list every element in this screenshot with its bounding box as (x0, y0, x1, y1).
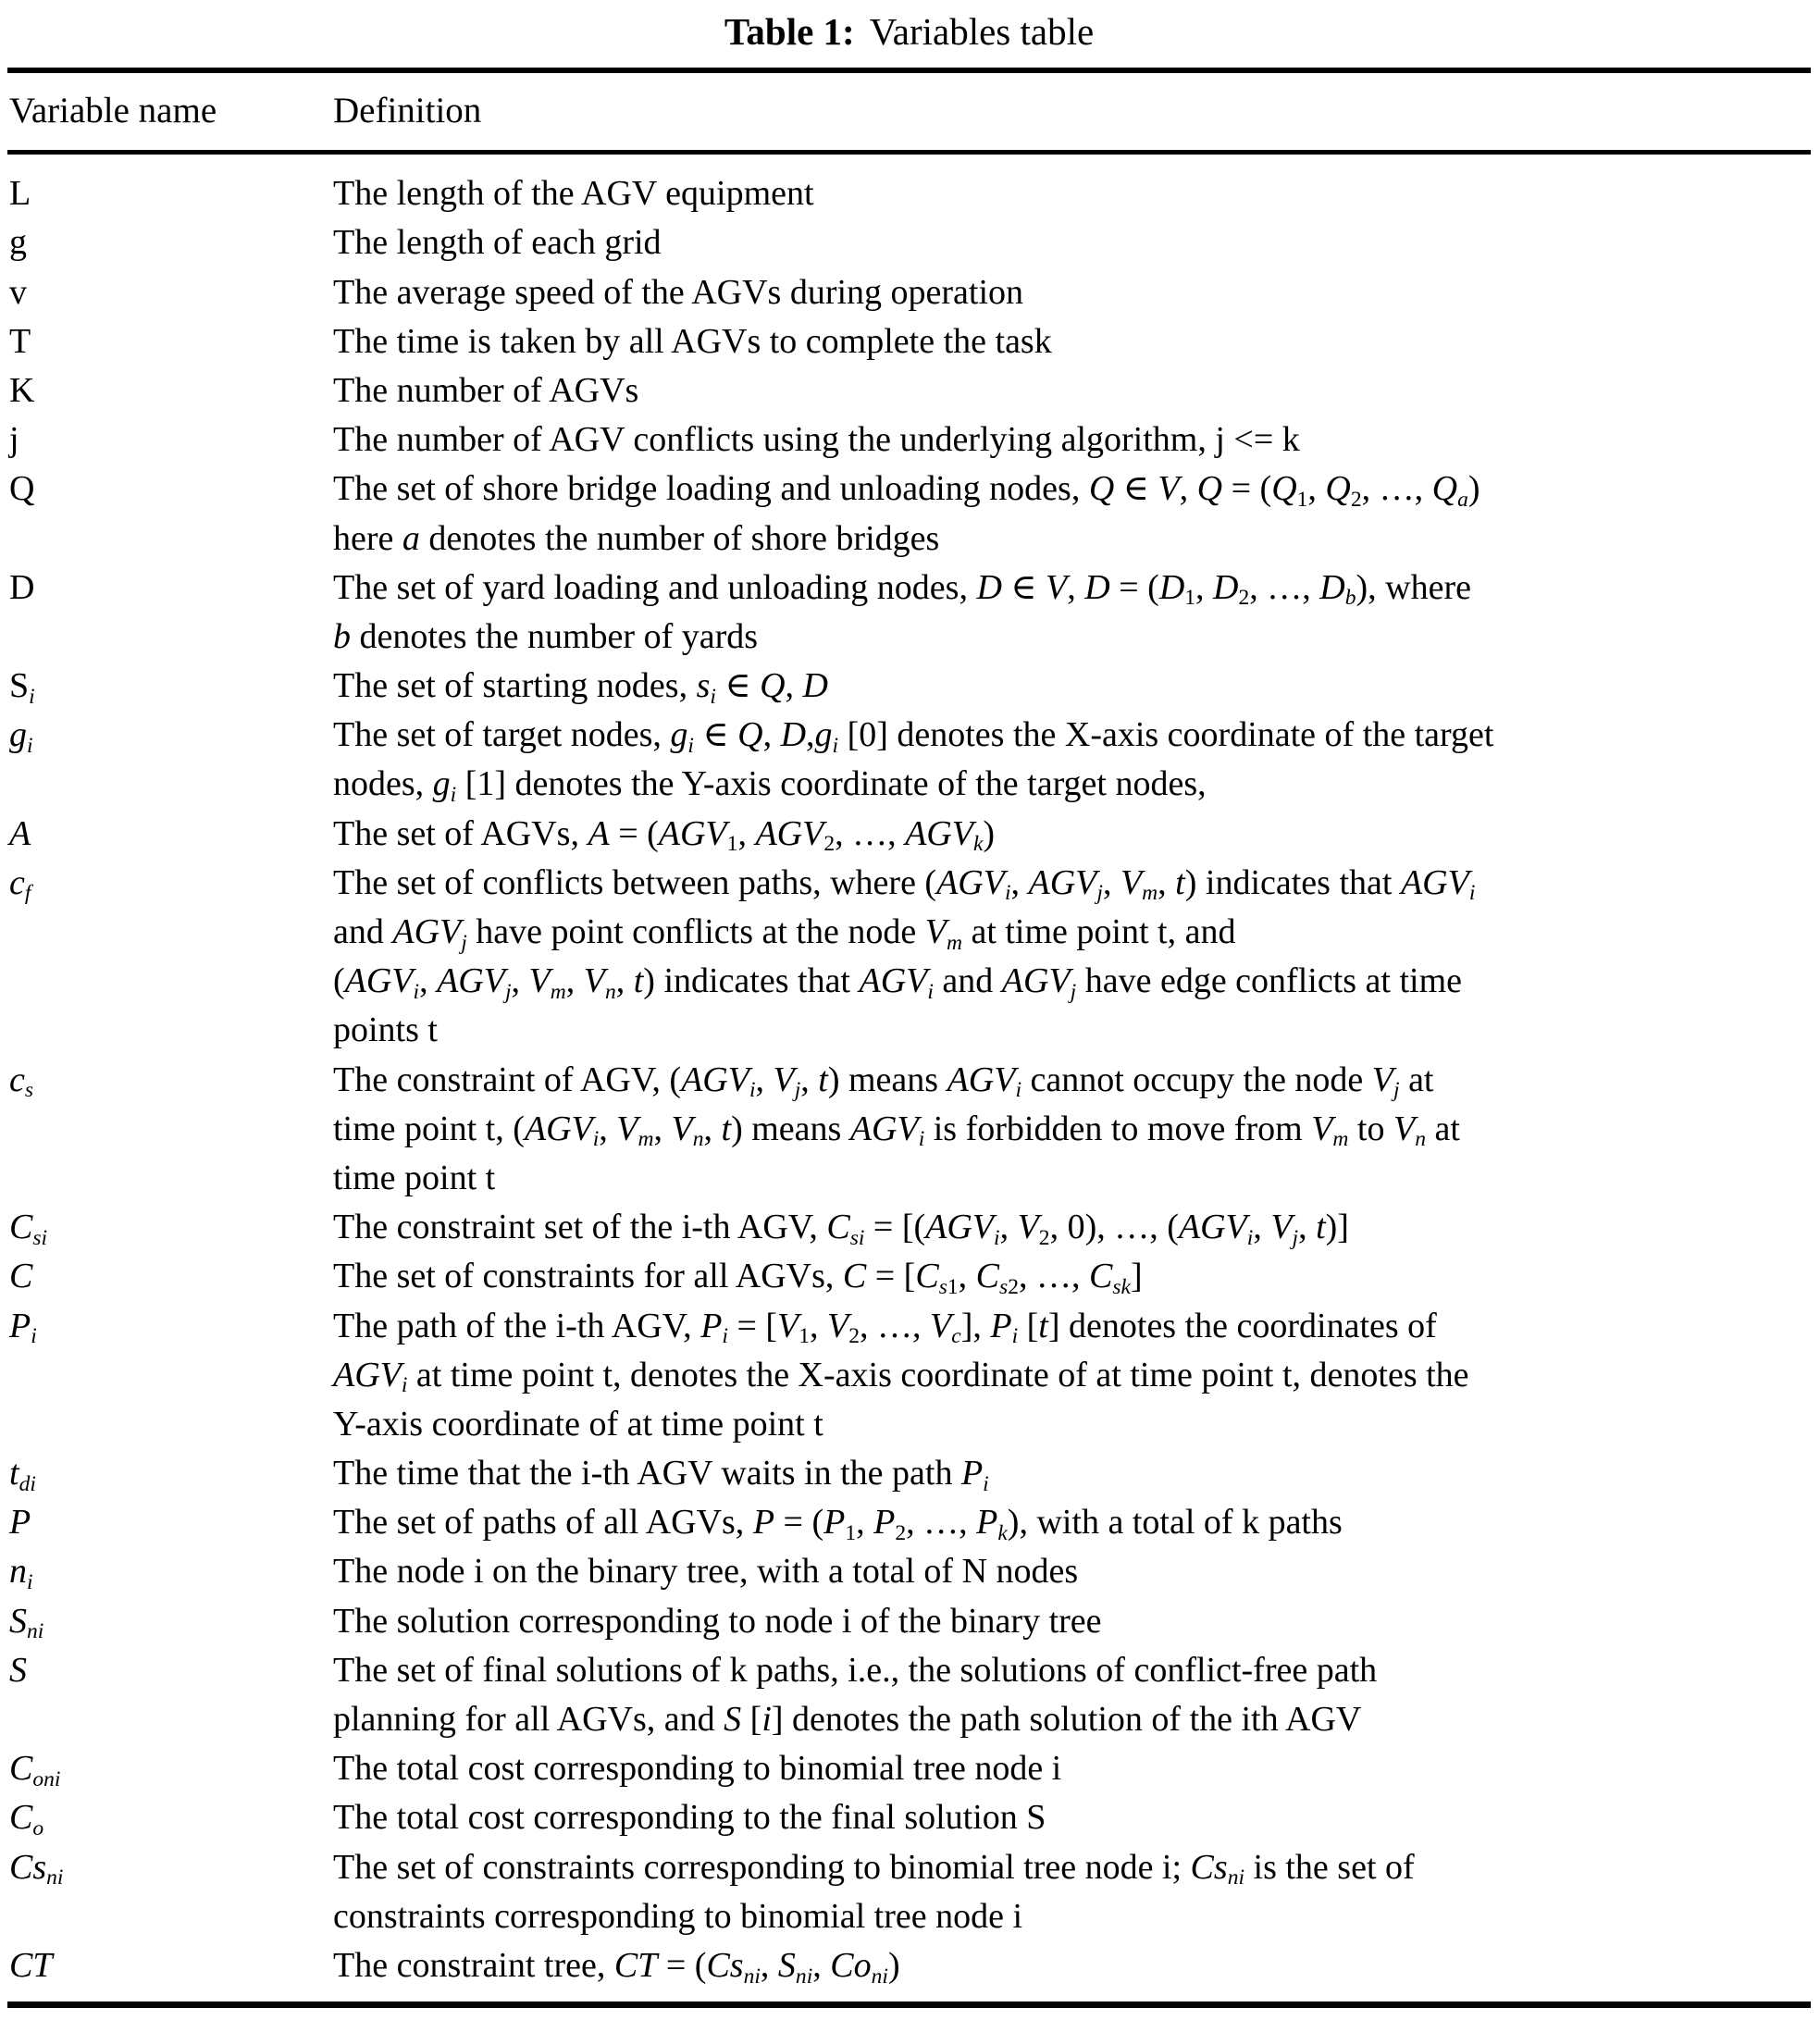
table-caption-text: Variables table (869, 10, 1095, 53)
definition-cell: The solution corresponding to node i of the binary tree (333, 1601, 1102, 1641)
definition-cell: The average speed of the AGVs during operation (333, 272, 1024, 312)
variable-name-cell: v (9, 272, 27, 312)
variable-name-cell: D (9, 567, 35, 607)
definition-cell: The time that the i-th AGV waits in the path $P_i$ (333, 1454, 989, 1496)
definition-cell: The set of paths of all AGVs, $P = (P_1$, $P_2$, …, $P_k$), with a total of k paths (333, 1503, 1343, 1545)
header-row (7, 70, 1811, 153)
table-row (7, 1449, 1811, 1498)
variable-name-cell: CT (9, 1945, 53, 1985)
table-row (7, 1203, 1811, 1252)
table-row (7, 1597, 1811, 1646)
table-row (7, 810, 1811, 859)
variable-name-cell: $C_o$ (9, 1798, 44, 1840)
definition-cell: The set of constraints corresponding to binomial tree node i; $Cs_{ni}$ is the set of constraints corresponding to binomial tree node i (333, 1847, 1415, 1936)
table-row (7, 859, 1811, 1056)
definition-cell: The node i on the binary tree, with a total of N nodes (333, 1552, 1079, 1592)
definition-cell: The number of AGV conflicts using the underlying algorithm, j <= k (333, 420, 1300, 460)
definition-cell: The set of starting nodes, $s_i$ ∈ Q, D (333, 666, 828, 709)
variable-name-cell: $c_s$ (9, 1060, 34, 1103)
table-row (7, 1302, 1811, 1450)
definition-cell: The length of the AGV equipment (333, 174, 814, 214)
definition-cell: The total cost corresponding to binomial tree node i (333, 1749, 1062, 1789)
variables-table (7, 68, 1811, 2008)
table-caption (7, 9, 1811, 55)
variable-name-cell: Q (9, 469, 35, 509)
table-row (7, 1056, 1811, 1204)
variable-name-cell: P (9, 1503, 31, 1543)
definition-cell: The constraint of AGV, ($AGV_i$, $V_j$, t) means $AGV_i$ cannot occupy the node $V_j$ at time point t, ($AGV_i$, $V_m$, $V_n$, t) means $AGV_i$ is forbidden to move from $V_m$ to $V_n$ at time point t (333, 1060, 1460, 1197)
variable-name-cell: $S_{ni}$ (9, 1601, 44, 1644)
table-row (7, 1252, 1811, 1301)
table-row (7, 366, 1811, 415)
table-row (7, 662, 1811, 711)
variable-name-cell: $g_i$ (9, 715, 33, 758)
definition-cell: The constraint set of the i-th AGV, $C_{si} = [(AGV_i$, $V_2$, 0), …, ($AGV_i$, $V_j$, t)] (333, 1208, 1349, 1250)
table-row (7, 317, 1811, 366)
definition-cell: The length of each grid (333, 223, 662, 263)
table-row (7, 465, 1811, 563)
definition-cell: The number of AGVs (333, 370, 639, 410)
column-header-definition: Definition (333, 70, 1811, 153)
table-row (7, 1646, 1811, 1744)
definition-cell: The time is taken by all AGVs to complete the task (333, 321, 1052, 361)
variable-name-cell: S (9, 1650, 27, 1690)
table-row (7, 415, 1811, 465)
definition-cell: The total cost corresponding to the final solution S (333, 1798, 1046, 1838)
definition-cell: The set of shore bridge loading and unloading nodes, Q ∈ V, $Q = (Q_1$, $Q_2$, …, $Q_a$) here a denotes the number of shore bridges (333, 469, 1480, 558)
definition-cell: The set of yard loading and unloading nodes, D ∈ V, $D = (D_1$, $D_2$, …, $D_b$), where b denotes the number of yards (333, 567, 1471, 656)
table-row (7, 564, 1811, 662)
table-row (7, 1744, 1811, 1793)
table-caption-label: Table 1: (724, 10, 855, 53)
variable-name-cell: $Cs_{ni}$ (9, 1847, 64, 1890)
table-row (7, 1793, 1811, 1842)
definition-cell: The constraint tree, CT = ($Cs_{ni}$, $S_{ni}$, $Co_{ni}$) (333, 1945, 900, 1989)
variable-name-cell: T (9, 321, 31, 361)
table-row (7, 153, 1811, 219)
definition-cell: The set of target nodes, $g_i$ ∈ Q, $D,g_i$ [0] denotes the X-axis coordinate of the target nodes, $g_i$ [1] denotes the Y-axis coordinate of the target nodes, (333, 715, 1494, 808)
table-row (7, 1547, 1811, 1596)
table-row (7, 218, 1811, 267)
variable-name-cell: L (9, 174, 31, 214)
table-row (7, 711, 1811, 809)
table-row (7, 1498, 1811, 1547)
table-row (7, 268, 1811, 317)
variable-name-cell: $t_{di}$ (9, 1454, 36, 1496)
variable-name-cell: g (9, 223, 27, 263)
variable-name-cell: $S_i$ (9, 666, 35, 709)
variable-name-cell: $c_f$ (9, 862, 31, 906)
variable-name-cell: A (9, 813, 31, 853)
definition-cell: The set of conflicts between paths, where ($AGV_i$, $AGV_j$, $V_m$, t) indicates that $AGV_i$ and $AGV_j$ have point conflicts at the node $V_m$ at time point t, and ($AGV_i$, $AGV_j$, $V_m$, $V_n$, t) indicates that $AGV_i$ and $AGV_j$ have edge conflicts at time points t (333, 862, 1476, 1050)
table-header (7, 70, 1811, 153)
table-body (7, 153, 1811, 2005)
variable-name-cell: j (9, 420, 19, 460)
variable-name-cell: C (9, 1257, 33, 1296)
definition-cell: The set of AGVs, $A = (AGV_1$, $AGV_2$, …, $AGV_k$) (333, 813, 996, 857)
variable-name-cell: $C_{oni}$ (9, 1749, 61, 1791)
variable-name-cell: K (9, 370, 35, 410)
variable-name-cell: $P_i$ (9, 1306, 37, 1349)
definition-cell: The set of final solutions of k paths, i.e., the solutions of conflict-free path planning for all AGVs, and S [i] denotes the path solution of the ith AGV (333, 1650, 1378, 1739)
table-row (7, 1843, 1811, 1941)
variable-name-cell: $C_{si}$ (9, 1208, 48, 1250)
variable-name-cell: $n_i$ (9, 1552, 33, 1595)
definition-cell: The set of constraints for all AGVs, $C = [C_{s1}$, $C_{s2}$, …, $C_{sk}$] (333, 1257, 1143, 1299)
definition-cell: The path of the i-th AGV, $P_i = [V_1$, $V_2$, …, $V_c$], $P_i$ [t] denotes the coordinates of $AGV_i$ at time point t, denotes the X-axis coordinate of at time point t, denotes the Y-axis coordinate of at time point t (333, 1306, 1469, 1444)
table-row (7, 1941, 1811, 2005)
column-header-variable-name: Variable name (7, 70, 333, 153)
